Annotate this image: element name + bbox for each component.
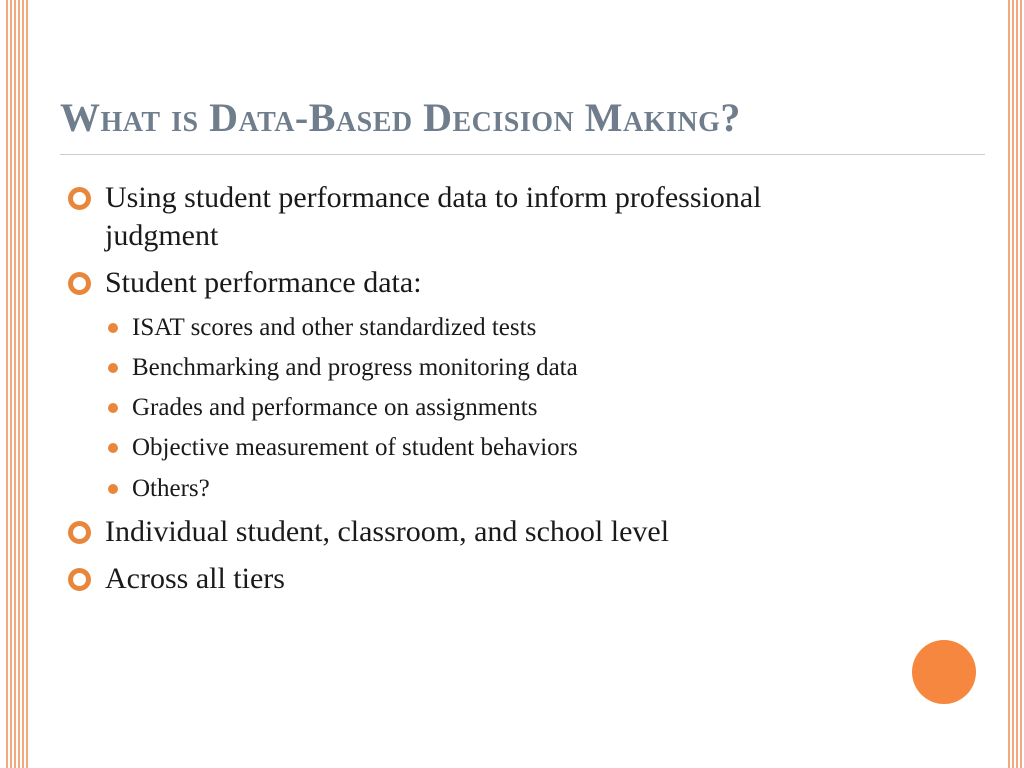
sub-bullet-item [108, 312, 960, 343]
sub-bullet-item [108, 473, 960, 504]
sub-bullet-item [108, 392, 960, 423]
bullet-item [68, 264, 960, 302]
bullet-text: Using student performance data to inform professional judgment [105, 181, 762, 252]
bullet-item [68, 513, 960, 551]
sub-bullet-text: Benchmarking and progress monitoring data [132, 353, 578, 381]
sub-bullet-text: ISAT scores and other standardized tests [132, 313, 537, 341]
slide-title: What is Data-Based Decision Making? [60, 95, 741, 140]
dot-bullet-icon [108, 403, 118, 413]
title-divider [60, 154, 985, 155]
orange-circle-decoration [912, 640, 976, 704]
sub-bullet-item [108, 432, 960, 463]
sub-bullet-text: Grades and performance on assignments [132, 394, 538, 421]
bullet-item [68, 560, 960, 598]
sub-bullet-text: Others? [132, 474, 210, 502]
bullet-list [60, 179, 960, 598]
dot-bullet-icon [108, 484, 118, 494]
bullet-text: Individual student, classroom, and school level [105, 514, 670, 548]
right-stripe-border [1008, 0, 1024, 768]
slide-content [60, 96, 960, 608]
sub-bullet-text: Objective measurement of student behaviors [132, 434, 578, 462]
ring-bullet-icon [68, 272, 91, 295]
dot-bullet-icon [108, 443, 118, 453]
bullet-text: Student performance data: [105, 266, 422, 299]
dot-bullet-icon [108, 323, 118, 333]
ring-bullet-icon [68, 187, 91, 210]
ring-bullet-icon [68, 521, 91, 544]
left-stripe-border [6, 0, 30, 768]
ring-bullet-icon [68, 568, 91, 591]
sub-bullet-item [108, 352, 960, 383]
dot-bullet-icon [108, 363, 118, 373]
bullet-item [68, 179, 960, 254]
bullet-text: Across all tiers [105, 562, 285, 596]
